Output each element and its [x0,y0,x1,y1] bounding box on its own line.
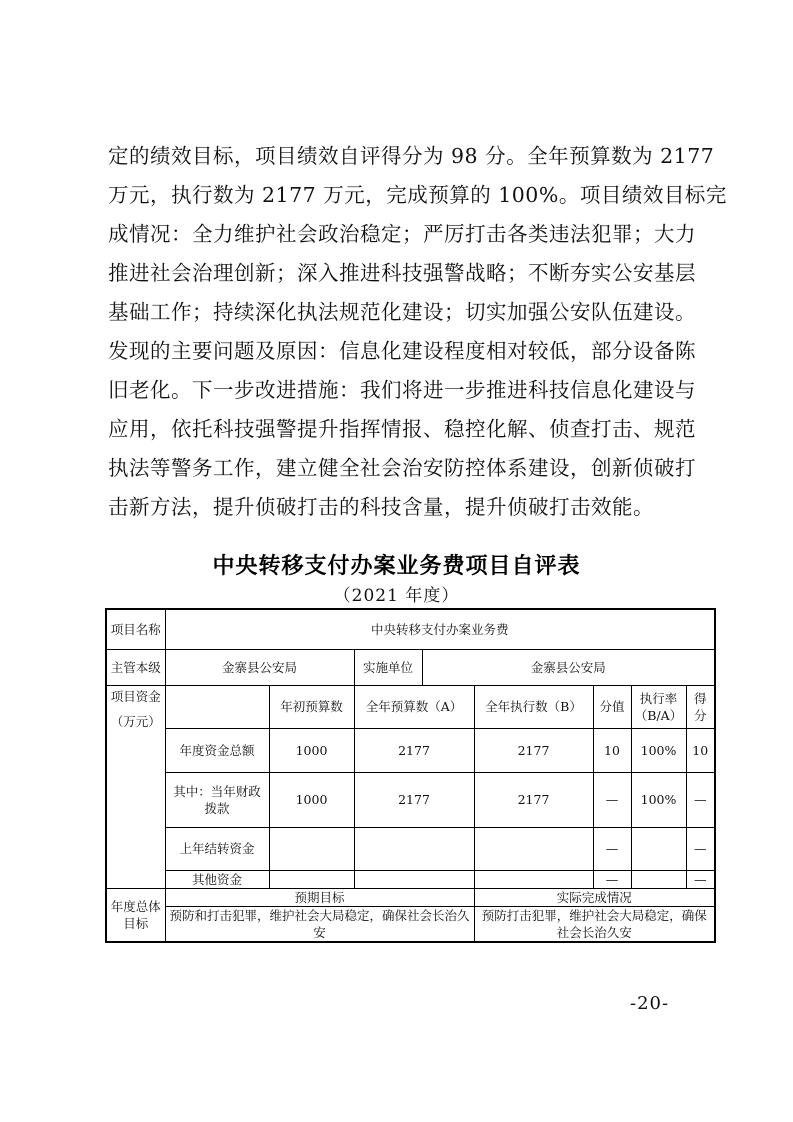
cell-score-value: — [593,772,631,827]
cell-score-value: — [593,827,631,870]
dept-value: 金寨县公安局 [165,649,354,685]
paragraph-line: 定的绩效目标，项目绩效自评得分为 98 分。全年预算数为 2177 [108,144,715,168]
row-label: 上年结转资金 [165,827,269,870]
paragraph-line: 推进社会治理创新；深入推进科技强警战略；不断夯实公安基层 [108,261,696,285]
header-rate: 执行率（B/A） [631,685,686,728]
cell-executed: 2177 [474,772,593,827]
header-score: 得分 [686,685,715,728]
actual-completion-text: 预防打击犯罪，维护社会大局稳定，确保社会长治久安 [474,906,715,942]
cell-score: 10 [686,728,715,772]
self-evaluation-table [105,608,716,943]
cell-score: — [686,870,715,888]
header-annual: 全年预算数（A） [354,685,474,728]
cell-initial [269,870,354,888]
fund-unit-label: （万元） [110,713,161,729]
row-label: 其他资金 [165,870,269,888]
paragraph-line: 旧老化。下一步改进措施：我们将进一步推进科技信息化建设与 [108,378,696,402]
paragraph-line: 击新方法，提升侦破打击的科技含量，提升侦破打击效能。 [108,495,654,519]
cell-executed [474,870,593,888]
paragraph-line: 发现的主要问题及原因：信息化建设程度相对较低，部分设备陈 [108,339,696,363]
actual-completion-header: 实际完成情况 [474,888,715,906]
fund-label [106,685,165,888]
cell-annual [354,827,474,870]
header-initial: 年初预算数 [269,685,354,728]
impl-label: 实施单位 [354,649,422,685]
impl-value: 金寨县公安局 [422,649,715,685]
header-executed: 全年执行数（B） [474,685,593,728]
expected-goal-header: 预期目标 [165,888,474,906]
project-name-label: 项目名称 [106,609,165,649]
row-label: 其中：当年财政拨款 [165,772,269,827]
row-label: 年度资金总额 [165,728,269,772]
cell-score-value: 10 [593,728,631,772]
goal-label: 年度总体目标 [106,888,165,942]
cell-rate: 100% [631,772,686,827]
cell-rate [631,870,686,888]
paragraph-line: 执法等警务工作，建立健全社会治安防控体系建设，创新侦破打 [108,456,696,480]
cell-score: — [686,827,715,870]
header-blank [165,685,269,728]
cell-annual: 2177 [354,772,474,827]
table-title: 中央转移支付办案业务费项目自评表 [212,554,581,579]
fund-label-line: 项目资金 [110,688,161,704]
cell-executed: 2177 [474,728,593,772]
cell-executed [474,827,593,870]
paragraph-line: 基础工作；持续深化执法规范化建设；切实加强公安队伍建设。 [108,300,696,324]
header-score-value: 分值 [593,685,631,728]
paragraph-line: 万元，执行数为 2177 万元，完成预算的 100%。项目绩效目标完 [108,183,727,207]
cell-initial: 1000 [269,772,354,827]
cell-initial: 1000 [269,728,354,772]
cell-score-value: — [593,870,631,888]
paragraph-line: 应用，依托科技强警提升指挥情报、稳控化解、侦查打击、规范 [108,417,696,441]
cell-annual [354,870,474,888]
cell-initial [269,827,354,870]
paragraph-line: 成情况：全力维护社会政治稳定；严厉打击各类违法犯罪；大力 [108,222,696,246]
cell-annual: 2177 [354,728,474,772]
page-number: -20- [630,993,670,1014]
project-name-value: 中央转移支付办案业务费 [165,609,715,649]
body-paragraph [108,137,727,527]
dept-label: 主管本级 [106,649,165,685]
expected-goal-text: 预防和打击犯罪，维护社会大局稳定，确保社会长治久安 [165,906,474,942]
cell-score: — [686,772,715,827]
cell-rate [631,827,686,870]
table-subtitle: （2021 年度） [333,586,460,606]
cell-rate: 100% [631,728,686,772]
